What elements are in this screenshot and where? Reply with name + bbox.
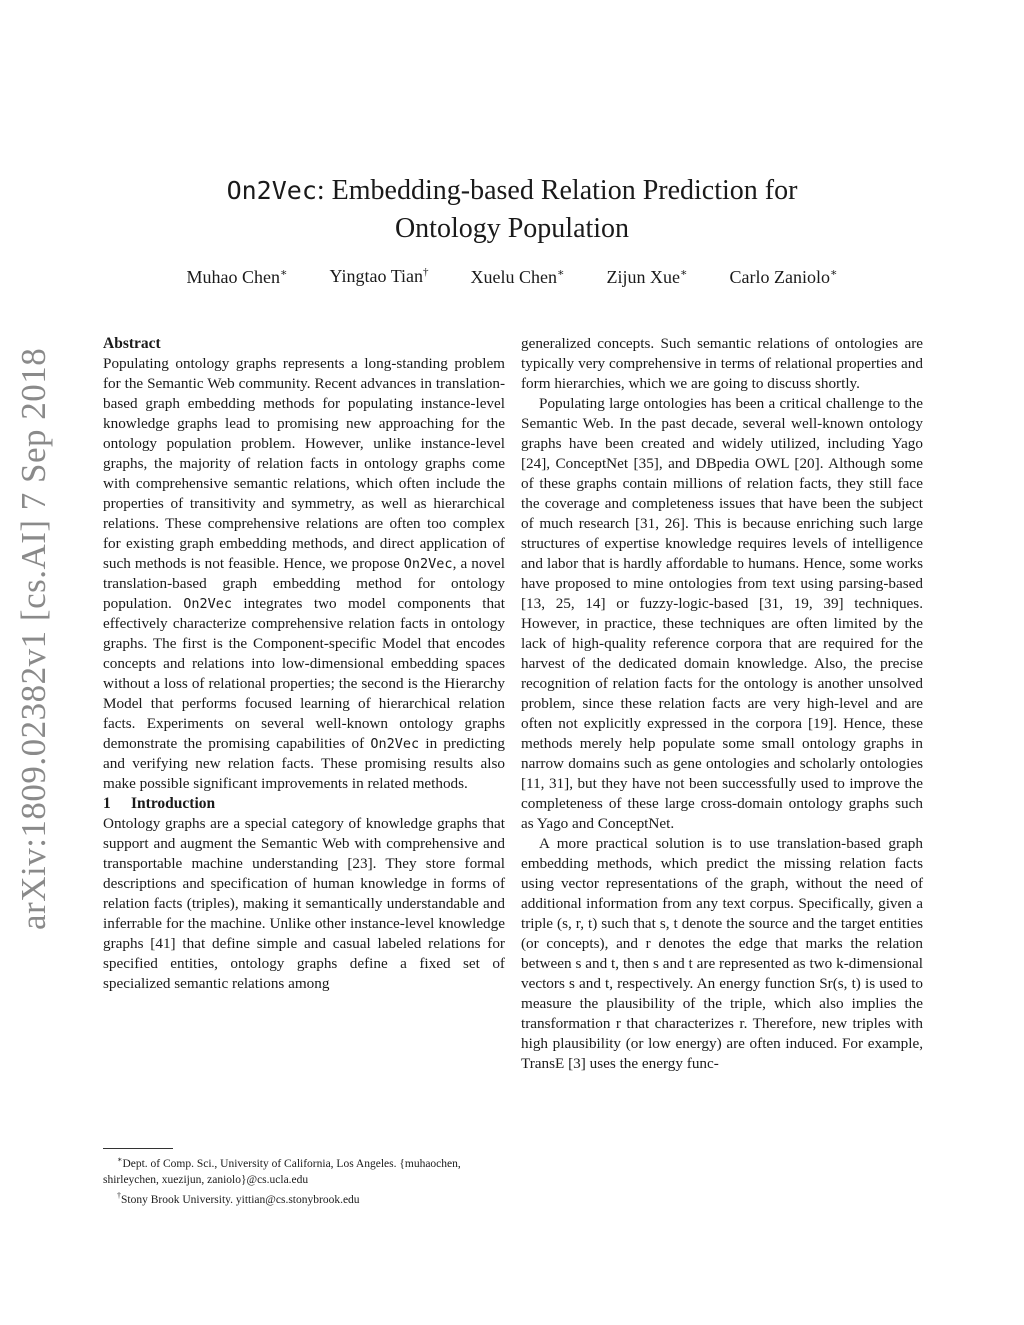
section-heading-introduction [103, 794, 505, 814]
system-name-inline: On2Vec [370, 736, 420, 752]
footnote-rule [103, 1148, 173, 1149]
author-name: Zijun Xue [606, 267, 681, 287]
arxiv-identifier: arXiv:1809.02382v1 [cs.AI] 7 Sep 2018 [14, 347, 53, 930]
abstract-text: , a novel translation-based graph embedding method for ontology population. [103, 555, 505, 612]
system-name-inline: On2Vec [403, 556, 453, 572]
title-line2: Ontology Population [394, 213, 630, 244]
intro-paragraph-2: Populating large ontologies has been a critical challenge to the Semantic Web. In the past decade, several well-known ontology graphs have been created and widely utilized, including Yago [24], ConceptNet [35], and DBpedia OWL [20]. Although some of these graphs contain millions of relation facts, they still face the coverage and completeness issues that have been the subject of much research [31, 26]. This is because enriching such large structures of expertise knowledge requires levels of intelligence and labor that is hardly affordable to humans. Hence, some works have proposed to mine ontologies from text using parsing-based [13, 25, 14] or fuzzy-logic-based [31, 19, 39] techniques. However, in practice, these techniques are often limited by the lack of high-quality reference corpora that are required for the harvest of the dedicated domain knowledge. Also, the precise recognition of relation facts for the ontology is another unsolved problem, since these relation facts are very high-level and are often not explicitly expressed in the corpora [19]. Hence, these methods merely help populate some small ontology graphs in narrow domains such as gene ontologies and scholarly ontologies [11, 31], but they have not been successfully used to improve the completeness of these large cross-domain ontology graphs such as Yago and ConceptNet. [521, 395, 923, 832]
abstract-body [103, 354, 505, 794]
footnote-text: Stony Brook University. yittian@cs.stonybrook.edu [121, 1193, 360, 1206]
abstract-heading: Abstract [103, 335, 161, 352]
footnote-ucla [103, 1152, 505, 1188]
author-name: Muhao Chen [186, 267, 281, 287]
author-name: Xuelu Chen [470, 267, 558, 287]
author-affiliation-mark: ∗ [557, 267, 565, 279]
section-title: Introduction [131, 795, 216, 812]
title-system-name: On2Vec [226, 176, 317, 205]
author [607, 266, 688, 288]
left-column [103, 334, 505, 994]
footnotes [103, 1148, 505, 1208]
intro-paragraph-3: A more practical solution is to use translation-based graph embedding methods, which predict the missing relation facts using vector representations of the graph, without the need of additional information from any text corpus. Specifically, given a triple (s, r, t) such that s, t denote the source and the target entities (or concepts), and r denotes the edge that marks the relation between s and t, then s and t are represented as two k-dimensional vectors s and t, respectively. An energy function Sr(s, t) is used to measure the plausibility of the triple, which also implies the transformation r that characterizes r. Therefore, new triples with high plausibility (or low energy) are often induced. For example, TransE [3] uses the energy func- [521, 835, 923, 1072]
right-column [521, 334, 923, 1074]
section-number: 1 [103, 795, 111, 812]
title-line1-rest: : Embedding-based Relation Prediction for [316, 175, 798, 206]
author-name: Yingtao Tian [329, 266, 424, 286]
author [730, 266, 838, 288]
author-list [100, 266, 924, 288]
intro-paragraph-1: Ontology graphs are a special category of knowledge graphs that support and augment the Semantic Web with comprehensive and transportable machine understanding [23]. They store formal descriptions and specification of human knowledge in forms of relation facts (triples), making it semantically understandable and inferrable for the machine. Unlike other instance-level knowledge graphs [41] that define simple and casual labeled relations for specified entities, ontology graphs define a fixed set of specialized semantic relations among [103, 815, 505, 992]
author [471, 266, 565, 288]
abstract-text: Populating ontology graphs represents a long-standing problem for the Semantic Web community. Recent advances in translation-based graph embedding methods for populating instance-level knowledge graphs lead to promising new approaching for the ontology population problem. However, unlike instance-level graphs, the majority of relation facts in ontology graphs come with comprehensive semantic relations, which often include the properties of transitivity and symmetry, as well as hierarchical relations. These comprehensive relations are often too complex for existing graph embedding methods, and direct application of such methods is not feasible. Hence, we propose [103, 355, 505, 572]
abstract-text: in predicting and verifying new relation facts. These promising results also make possible significant improvements in related methods. [103, 735, 505, 792]
author-name: Carlo Zaniolo [729, 267, 830, 287]
footnote-mark: † [117, 1190, 121, 1200]
author-affiliation-mark: ∗ [829, 267, 838, 279]
paper-title [150, 172, 874, 248]
author-affiliation-mark: ∗ [680, 267, 688, 279]
footnote-mark: ∗ [117, 1155, 123, 1164]
intro-paragraph-continued: generalized concepts. Such semantic relations of ontologies are typically very comprehensive in terms of relational properties and form hierarchies, which we are going to discuss shortly. [521, 335, 923, 392]
author-affiliation-mark: ∗ [280, 267, 288, 279]
author [187, 266, 288, 288]
footnote-text: Dept. of Comp. Sci., University of California, Los Angeles. {muhaochen, shirleychen, xuezijun, zaniolo}@cs.ucla.edu [103, 1157, 461, 1186]
system-name-inline: On2Vec [183, 596, 232, 612]
author-affiliation-mark: † [423, 266, 429, 278]
author [330, 266, 429, 288]
footnote-stonybrook [103, 1188, 505, 1208]
abstract-text: integrates two model components that effectively characterize comprehensive relation facts in ontology graphs. The first is the Component-specific Model that encodes concepts and relations into low-dimensional embedding spaces without a loss of relational properties; the second is the Hierarchy Model that performs focused learning of hierarchical relation facts. Experiments on several well-known ontology graphs demonstrate the promising capabilities of [103, 595, 505, 752]
